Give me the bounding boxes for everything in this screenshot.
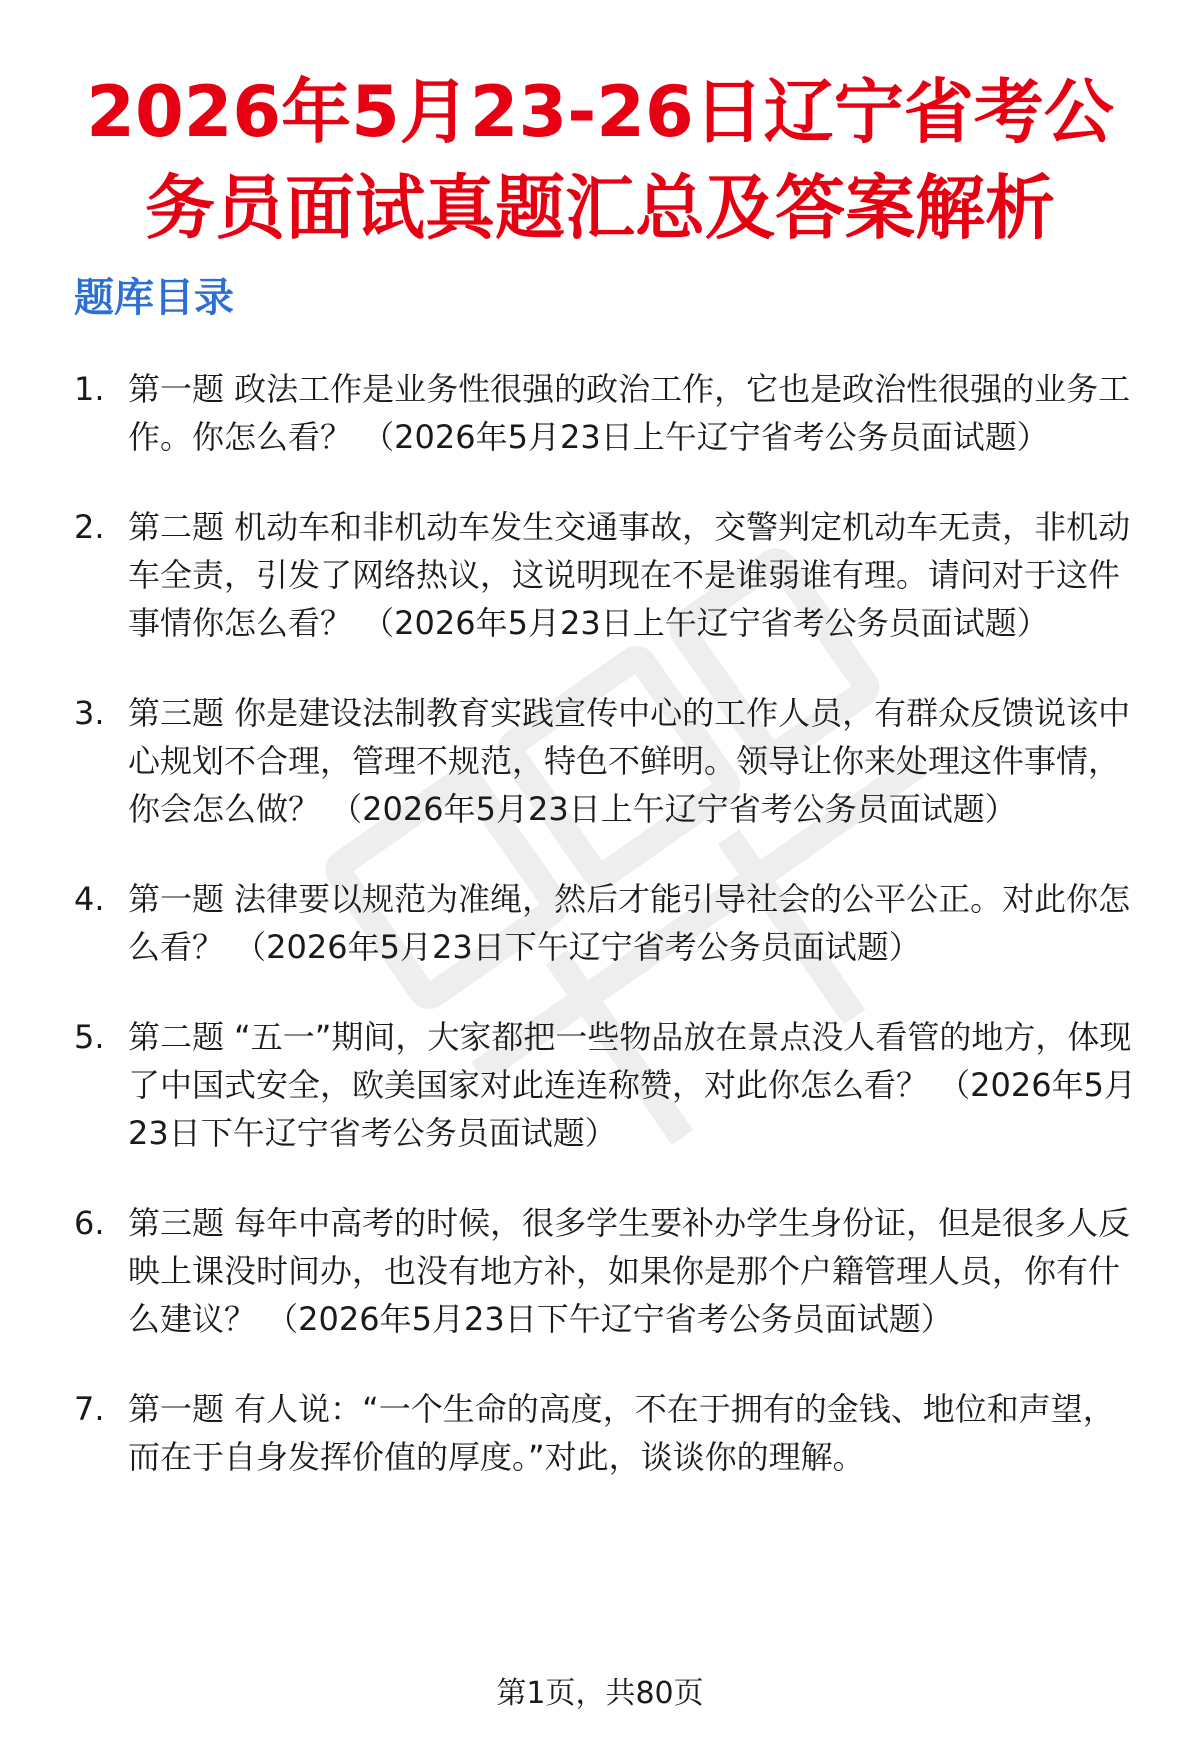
toc-item-text: 第一题 政法工作是业务性很强的政治工作，它也是政治性很强的业务工作。你怎么看？ （2026年5月23日上午辽宁省考公务员面试题）: [128, 370, 1131, 456]
section-title: 题库目录: [74, 275, 234, 321]
toc-item[interactable]: [74, 1199, 1144, 1343]
toc-item-number: 3.: [74, 694, 105, 732]
toc-item[interactable]: [74, 689, 1144, 833]
toc-item-text: 第一题 法律要以规范为准绳，然后才能引导社会的公平公正。对此你怎么看？ （2026年5月23日下午辽宁省考公务员面试题）: [128, 880, 1131, 966]
toc-item-text: 第二题 “五一”期间，大家都把一些物品放在景点没人看管的地方，体现了中国式安全，欧美国家对此连连称赞，对此你怎么看？ （2026年5月23日下午辽宁省考公务员面试题）: [128, 1018, 1136, 1152]
document-title: 2026年5月23-26日辽宁省考公务员面试真题汇总及答案解析: [86, 71, 1114, 249]
toc-item-number: 6.: [74, 1204, 105, 1242]
toc-item[interactable]: [74, 1013, 1144, 1157]
toc-item[interactable]: [74, 503, 1144, 647]
toc-item-number: 4.: [74, 880, 105, 918]
toc-item[interactable]: [74, 875, 1144, 971]
toc-item-number: 2.: [74, 508, 105, 546]
toc-item-number: 7.: [74, 1390, 105, 1428]
toc-item[interactable]: [74, 365, 1144, 461]
toc-item-number: 1.: [74, 370, 105, 408]
toc-item-text: 第一题 有人说：“一个生命的高度，不在于拥有的金钱、地位和声望，而在于自身发挥价值的厚度。”对此，谈谈你的理解。: [128, 1390, 1115, 1476]
toc-item-text: 第三题 你是建设法制教育实践宣传中心的工作人员，有群众反馈说该中心规划不合理，管理不规范，特色不鲜明。领导让你来处理这件事情，你会怎么做？ （2026年5月23日上午辽宁省考公务员面试题）: [128, 694, 1131, 828]
toc-list: [74, 365, 1144, 1523]
page-footer: 第1页，共80页: [496, 1676, 704, 1711]
toc-item-text: 第三题 每年中高考的时候，很多学生要补办学生身份证，但是很多人反映上课没时间办，也没有地方补，如果你是那个户籍管理人员，你有什么建议？ （2026年5月23日下午辽宁省考公务员面试题）: [128, 1204, 1131, 1338]
toc-item-text: 第二题 机动车和非机动车发生交通事故，交警判定机动车无责，非机动车全责，引发了网络热议，这说明现在不是谁弱谁有理。请问对于这件事情你怎么看？ （2026年5月23日上午辽宁省考公务员面试题）: [128, 508, 1131, 642]
toc-item[interactable]: [74, 1385, 1144, 1481]
toc-item-number: 5.: [74, 1018, 105, 1056]
